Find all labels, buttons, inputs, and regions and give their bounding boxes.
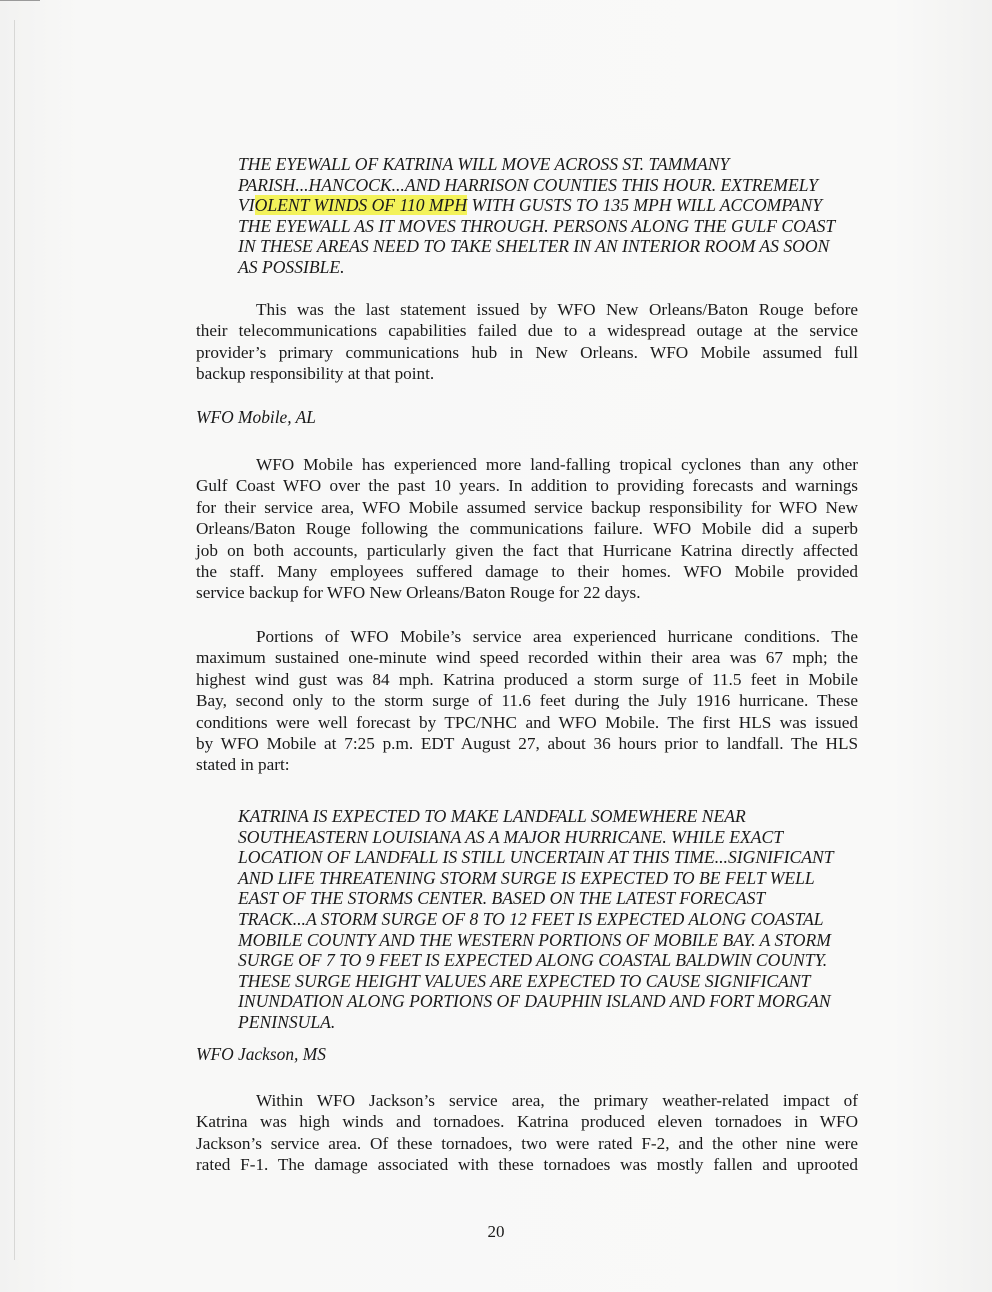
quote-fragment: WITH GUSTS TO 135 MPH WILL ACCOMPANY bbox=[467, 195, 823, 216]
quote-line: LOCATION OF LANDFALL IS STILL UNCERTAIN AT THIS TIME...SIGNIFICANT bbox=[238, 847, 834, 868]
quote-line: THE EYEWALL AS IT MOVES THROUGH. PERSONS ALONG THE GULF COAST bbox=[238, 215, 836, 236]
paragraph-jackson-impact bbox=[196, 1090, 858, 1176]
quote-line bbox=[238, 195, 858, 216]
paragraph-line: provider’s primary communications hub in New Orleans. WFO Mobile assumed full bbox=[196, 342, 858, 362]
quote-line: INUNDATION ALONG PORTIONS OF DAUPHIN ISLAND AND FORT MORGAN bbox=[238, 991, 831, 1012]
quote-line: MOBILE COUNTY AND THE WESTERN PORTIONS OF MOBILE BAY. A STORM bbox=[238, 929, 831, 950]
paragraph-line: Katrina was high winds and tornadoes. Katrina produced eleven tornadoes in WFO bbox=[196, 1112, 858, 1132]
paragraph-line: their telecommunications capabilities failed due to a widespread outage at the service bbox=[196, 321, 858, 341]
page-edge-shadow bbox=[14, 20, 15, 1260]
paragraph-line: Portions of WFO Mobile’s service area experienced hurricane conditions. The bbox=[256, 627, 858, 646]
paragraph-line: by WFO Mobile at 7:25 p.m. EDT August 27, about 36 hours prior to landfall. The HLS bbox=[196, 734, 858, 754]
paragraph-line: Jackson’s service area. Of these tornadoes, two were rated F-2, and the other nine were bbox=[196, 1133, 858, 1153]
quote-fragment: VI bbox=[238, 195, 255, 216]
paragraph-line: job on both accounts, particularly given the fact that Hurricane Katrina directly affected bbox=[196, 540, 858, 560]
paragraph-line: for their service area, WFO Mobile assumed service backup responsibility for WFO New bbox=[196, 497, 858, 517]
paragraph-line: backup responsibility at that point. bbox=[196, 364, 435, 384]
paragraph-mobile-overview bbox=[196, 454, 858, 604]
paragraph-line: Within WFO Jackson’s service area, the primary weather-related impact of bbox=[256, 1091, 858, 1110]
quote-hls-statement bbox=[238, 806, 858, 1033]
section-heading-wfo-jackson: WFO Jackson, MS bbox=[196, 1044, 326, 1064]
section-heading-wfo-mobile: WFO Mobile, AL bbox=[196, 407, 316, 427]
paragraph-line: Bay, second only to the storm surge of 11.6 feet during the July 1916 hurricane. These bbox=[196, 691, 858, 711]
quote-line: SOUTHEASTERN LOUISIANA AS A MAJOR HURRICANE. WHILE EXACT bbox=[238, 826, 784, 847]
paragraph-line: the staff. Many employees suffered damage to their homes. WFO Mobile provided bbox=[196, 562, 858, 582]
quote-line: SURGE OF 7 TO 9 FEET IS EXPECTED ALONG COASTAL BALDWIN COUNTY. bbox=[238, 950, 828, 971]
quote-line: IN THESE AREAS NEED TO TAKE SHELTER IN AN INTERIOR ROOM AS SOON bbox=[238, 236, 830, 257]
paragraph-line: Gulf Coast WFO over the past 10 years. In addition to providing forecasts and warnings bbox=[196, 476, 858, 496]
quote-line: AS POSSIBLE. bbox=[238, 256, 345, 277]
quote-line: THESE SURGE HEIGHT VALUES ARE EXPECTED TO CAUSE SIGNIFICANT bbox=[238, 970, 811, 991]
quote-line: THE EYEWALL OF KATRINA WILL MOVE ACROSS ST. TAMMANY bbox=[238, 154, 730, 174]
paragraph-line: rated F-1. The damage associated with these tornadoes was mostly fallen and uprooted bbox=[196, 1155, 858, 1175]
quote-line: AND LIFE THREATENING STORM SURGE IS EXPECTED TO BE FELT WELL bbox=[238, 867, 815, 888]
paragraph-last-statement bbox=[196, 299, 858, 385]
paragraph-line: Orleans/Baton Rouge following the communications failure. WFO Mobile did a superb bbox=[196, 519, 858, 539]
quote-eyewall-statement bbox=[238, 154, 858, 278]
paragraph-line: This was the last statement issued by WFO New Orleans/Baton Rouge before bbox=[256, 300, 858, 319]
paragraph-line: highest wind gust was 84 mph. Katrina produced a storm surge of 11.5 feet in Mobile bbox=[196, 669, 858, 689]
quote-line: KATRINA IS EXPECTED TO MAKE LANDFALL SOMEWHERE NEAR bbox=[238, 806, 746, 826]
paragraph-line: service backup for WFO New Orleans/Baton Rouge for 22 days. bbox=[196, 583, 641, 603]
paragraph-line: conditions were well forecast by TPC/NHC and WFO Mobile. The first HLS was issued bbox=[196, 712, 858, 732]
page-number: 20 bbox=[487, 1222, 505, 1241]
paragraph-line: stated in part: bbox=[196, 755, 290, 775]
paragraph-line: maximum sustained one-minute wind speed recorded within their area was 67 mph; the bbox=[196, 648, 858, 668]
page-corner-mark bbox=[0, 0, 40, 9]
paragraph-mobile-conditions bbox=[196, 626, 858, 776]
paragraph-line: WFO Mobile has experienced more land-falling tropical cyclones than any other bbox=[256, 455, 858, 474]
quote-line: PARISH...HANCOCK...AND HARRISON COUNTIES THIS HOUR. EXTREMELY bbox=[238, 174, 818, 195]
quote-line: EAST OF THE STORMS CENTER. BASED ON THE LATEST FORECAST bbox=[238, 888, 766, 909]
quote-line: PENINSULA. bbox=[238, 1011, 336, 1032]
highlighted-text: OLENT WINDS OF 110 MPH bbox=[254, 195, 468, 216]
quote-line: TRACK...A STORM SURGE OF 8 TO 12 FEET IS EXPECTED ALONG COASTAL bbox=[238, 908, 824, 929]
